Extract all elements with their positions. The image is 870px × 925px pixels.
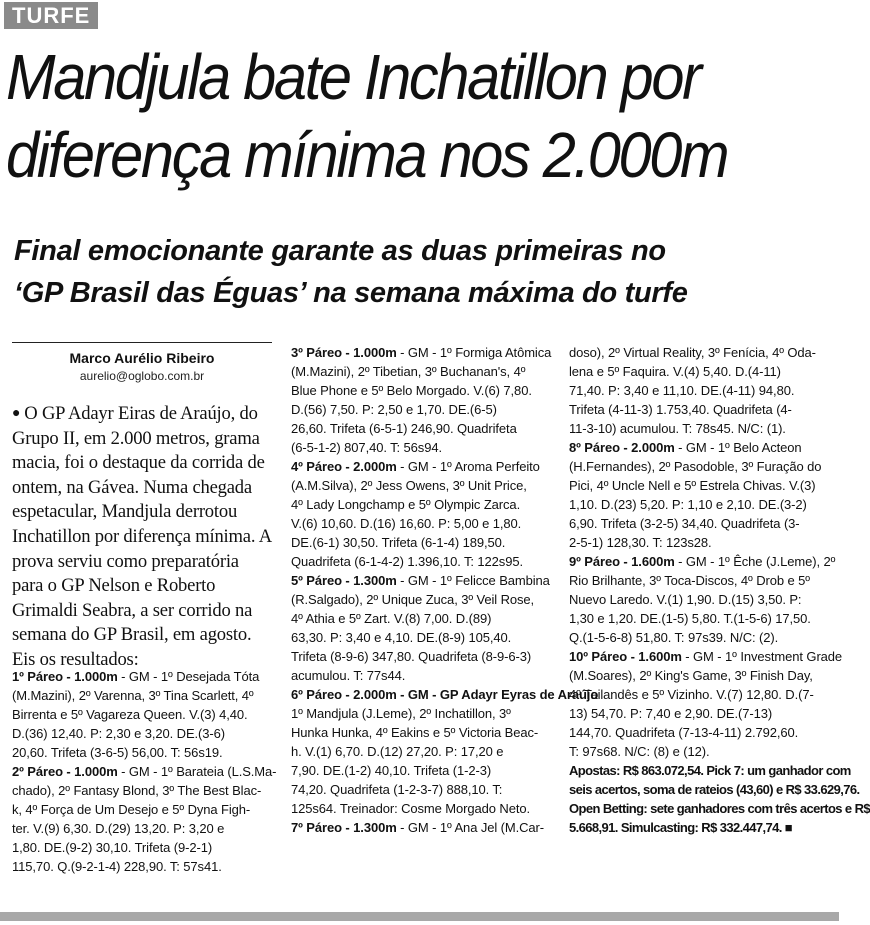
results-line: Apostas: R$ 863.072,54. Pick 7: um ganhador com [569,763,851,778]
bullet-icon: ● [12,406,21,421]
results-line: 1º Mandjula (J.Leme), 2º Inchatillon, 3º [291,706,511,721]
results-line: Q.(1-5-6-8) 51,80. T: 97s39. N/C: (2). [569,630,779,645]
race-heading: 9º Páreo - 1.600m [569,554,675,569]
results-line: 7º Páreo - 1.300m - GM - 1º Ana Jel (M.Car- [291,820,545,835]
results-line: DE.(6-1) 30,50. Trifeta (6-1-4) 189,50. [291,535,506,550]
results-line: 63,30. P: 3,40 e 4,10. DE.(8-9) 105,40. [291,630,512,645]
results-line: Blue Phone e 5º Belo Morgado. V.(6) 7,80. [291,383,532,398]
results-line: (M.Mazini), 2º Tibetian, 3º Buchanan's, 4º [291,364,526,379]
results-line: 5º Páreo - 1.300m - GM - 1º Felicce Bambina [291,573,550,588]
results-line: 11-3-10) acumulou. T: 78s45. N/C: (1). [569,421,786,436]
results-line: 9º Páreo - 1.600m - GM - 1º Êche (J.Leme), 2º [569,554,836,569]
results-line: 115,70. Q.(9-2-1-4) 228,90. T: 57s41. [12,859,222,874]
results-line: 6º Páreo - 2.000m - GM - GP Adayr Eyras de Araújo [291,687,599,702]
results-line: Pici, 4º Uncle Nell e 5º Estrela Chivas. V.(3) [569,478,816,493]
results-line: 125s64. Treinador: Cosme Morgado Neto. [291,801,530,816]
results-line: Hunka Hunka, 4º Eakins e 5º Victoria Beac- [291,725,539,740]
results-line: lena e 5º Faquira. V.(4) 5,40. D.(4-11) [569,364,781,379]
headline-line-2: diferença mínima nos 2.000m [6,119,728,191]
results-line: 71,40. P: 3,40 e 11,10. DE.(4-11) 94,80. [569,383,795,398]
results-line: acumulou. T: 77s44. [291,668,406,683]
results-line: 74,20. Quadrifeta (1-2-3-7) 888,10. T: [291,782,503,797]
results-line: Trifeta (8-9-6) 347,80. Quadrifeta (8-9-6-3) [291,649,532,664]
results-line: seis acertos, soma de rateios (43,60) e R$ 33.629,76. [569,782,860,797]
results-line: 2º Páreo - 1.000m - GM - 1º Barateia (L.S.Ma- [12,764,277,779]
results-line: 13) 54,70. P: 7,40 e 2,90. DE.(7-13) [569,706,773,721]
race-heading: 2º Páreo - 1.000m [12,764,118,779]
footer-rule [0,912,839,921]
results-line: T: 97s68. N/C: (8) e (12). [569,744,710,759]
results-line: Open Betting: sete ganhadores com três acertos e R$ [569,801,870,816]
results-line: 144,70. Quadrifeta (7-13-4-11) 2.792,60. [569,725,799,740]
author-email: aurelio@oglobo.com.br [79,369,205,383]
results-line: 1,30 e 1,20. DE.(1-5) 5,80. T.(1-5-6) 17,50. [569,611,811,626]
author-name: Marco Aurélio Ribeiro [69,350,215,366]
results-line: Birrenta e 5º Vagareza Queen. V.(3) 4,40. [12,707,248,722]
results-line: (A.M.Silva), 2º Jess Owens, 3º Unit Price, [291,478,527,493]
results-line: chado), 2º Fantasy Blond, 3º The Best Blac- [12,783,262,798]
race-heading: 10º Páreo - 1.600m [569,649,682,664]
race-heading: 4º Páreo - 2.000m [291,459,397,474]
results-line: (H.Fernandes), 2º Pasodoble, 3º Furação do [569,459,822,474]
results-line: 4º Lady Longchamp e 5º Olympic Zarca. [291,497,521,512]
results-line: 3º Páreo - 1.000m - GM - 1º Formiga Atômica [291,345,552,360]
results-line: (R.Salgado), 2º Unique Zuca, 3º Veil Rose, [291,592,535,607]
results-line: doso), 2º Virtual Reality, 3º Fenícia, 4º Oda- [569,345,816,360]
results-line: h. V.(1) 6,70. D.(12) 27,20. P: 17,20 e [291,744,504,759]
section-tag: TURFE [4,2,98,29]
results-line: 20,60. Trifeta (3-6-5) 56,00. T: 56s19. [12,745,223,760]
lead-text: O GP Adayr Eiras de Araújo, do Grupo II, em 2.000 metros, grama macia, foi o destaque da corrida de ontem, na Gávea. Numa chegada espetacular, Mandjula derrotou Inchatillon por diferença mínima. A prova serviu como preparatória para o GP Nelson e Roberto Grimaldi Seabra, a ser corrido na semana do GP Brasil, em agosto. Eis os resultados: [12,403,271,670]
headline [6,38,778,194]
byline [12,342,272,385]
results-line: 1,10. D.(23) 5,20. P: 1,10 e 2,10. DE.(3-2) [569,497,807,512]
results-line: 1º Páreo - 1.000m - GM - 1º Desejada Tóta [12,669,260,684]
results-line: 1,80. DE.(9-2) 30,10. Trifeta (9-2-1) [12,840,213,855]
results-line: D.(56) 7,50. P: 2,50 e 1,70. DE.(6-5) [291,402,497,417]
results-line: Nuevo Laredo. V.(1) 1,90. D.(15) 3,50. P: [569,592,802,607]
results-line: 2-5-1) 128,30. T: 123s28. [569,535,712,550]
race-heading: 5º Páreo - 1.300m [291,573,397,588]
race-heading: 8º Páreo - 2.000m [569,440,675,455]
race-heading: 7º Páreo - 1.300m [291,820,397,835]
results-line: (M.Soares), 2º King's Game, 3º Finish Day, [569,668,813,683]
results-line: Rio Brilhante, 3º Toca-Discos, 4º Drob e 5º [569,573,810,588]
deck-bold: Final emocionante [14,235,264,267]
results-line: 26,60. Trifeta (6-5-1) 246,90. Quadrifeta [291,421,517,436]
lead-paragraph [12,402,272,673]
results-line: Quadrifeta (6-1-4-2) 1.396,10. T: 122s95. [291,554,523,569]
results-line: (M.Mazini), 2º Varenna, 3º Tina Scarlett, 4º [12,688,254,703]
results-line: 4º Páreo - 2.000m - GM - 1º Aroma Perfeito [291,459,540,474]
results-line: 10º Páreo - 1.600m - GM - 1º Investment Grade [569,649,843,664]
results-column-3 [569,343,870,837]
results-line: 4º Tailandês e 5º Vizinho. V.(7) 12,80. D.(7- [569,687,814,702]
results-line: 6,90. Trifeta (3-2-5) 34,40. Quadrifeta (3- [569,516,800,531]
results-line: k, 4º Força de Um Desejo e 5º Dyna Figh- [12,802,251,817]
results-line: V.(6) 10,60. D.(16) 16,60. P: 5,00 e 1,80. [291,516,522,531]
results-line: Trifeta (4-11-3) 1.753,40. Quadrifeta (4- [569,402,792,417]
results-column-2 [291,343,599,837]
deck-subtitle [14,230,834,314]
results-line: (6-5-1-2) 807,40. T: 56s94. [291,440,442,455]
results-column-1 [12,667,277,876]
results-line: 4º Athia e 5º Zart. V.(8) 7,00. D.(89) [291,611,492,626]
results-line: 8º Páreo - 2.000m - GM - 1º Belo Acteon [569,440,802,455]
results-line: 7,90. DE.(1-2) 40,10. Trifeta (1-2-3) [291,763,492,778]
results-line: 5.668,91. Simulcasting: R$ 332.447,74. ■ [569,820,793,835]
race-heading: 6º Páreo - 2.000m [291,687,397,702]
headline-line-1: Mandjula bate Inchatillon por [6,41,700,113]
deck-line-1: garante as duas primeiras no [263,235,666,267]
race-heading: 3º Páreo - 1.000m [291,345,397,360]
results-line: ter. V.(9) 6,30. D.(29) 13,20. P: 3,20 e [12,821,225,836]
deck-line-2: ‘GP Brasil das Éguas’ na semana máxima do turfe [14,277,688,309]
race-heading: 1º Páreo - 1.000m [12,669,118,684]
results-line: D.(36) 12,40. P: 2,30 e 3,20. DE.(3-6) [12,726,225,741]
